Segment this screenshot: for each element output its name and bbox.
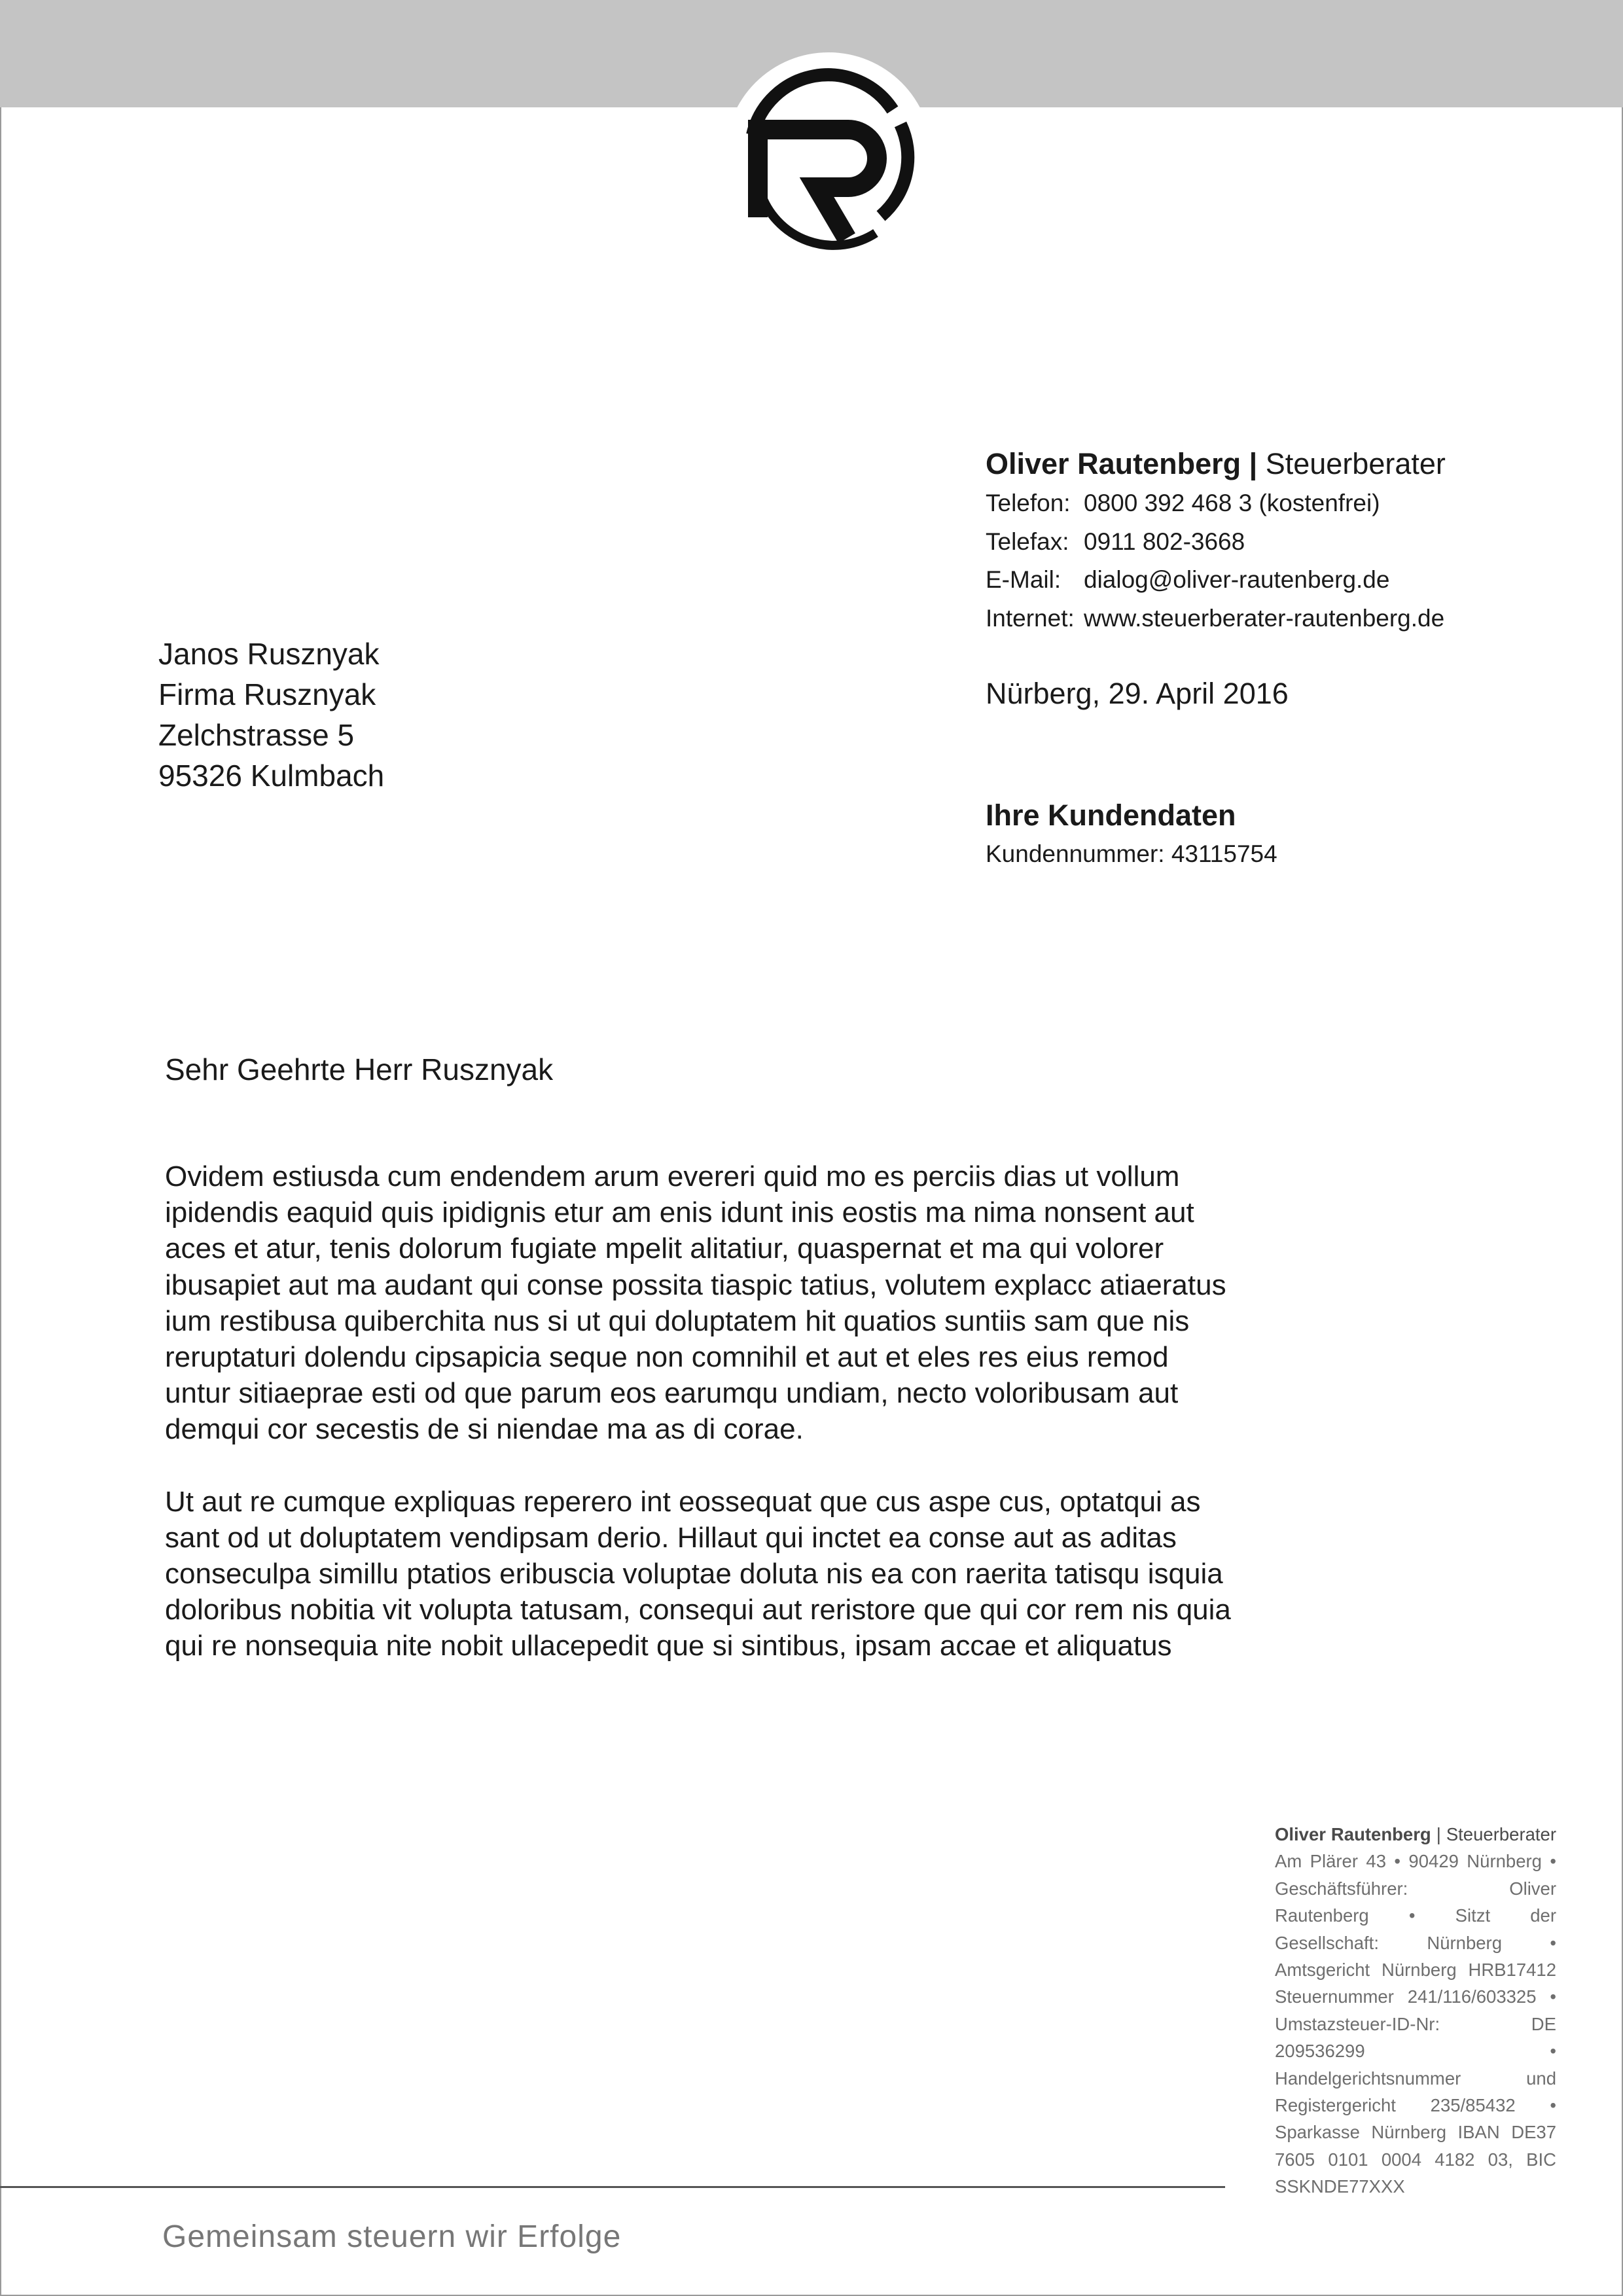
recipient-company: Firma Rusznyak: [158, 677, 376, 711]
contact-label: Internet:: [986, 604, 1075, 632]
customer-data-block: [986, 796, 1277, 873]
recipient-city: 95326 Kulmbach: [158, 759, 385, 793]
contact-value: 0911 802-3668: [1084, 528, 1245, 555]
contact-label: E-Mail:: [986, 566, 1061, 593]
contact-label: Telefax:: [986, 528, 1069, 555]
contact-value: www.steuerberater-rautenberg.de: [1084, 604, 1445, 632]
recipient-street: Zelchstrasse 5: [158, 718, 355, 752]
letter-body: [165, 1158, 1238, 1700]
sender-name: Oliver Rautenberg: [986, 447, 1241, 480]
contact-website: [986, 600, 1483, 638]
contact-email: [986, 561, 1483, 600]
customer-data-title: Ihre Kundendaten: [986, 798, 1236, 832]
customer-number: Kundennummer: 43115754: [986, 840, 1277, 867]
company-info-name: Oliver Rautenberg: [1275, 1824, 1431, 1844]
footer-divider: [0, 2186, 1225, 2188]
contact-phone: [986, 484, 1483, 523]
contact-value: 0800 392 468 3 (kostenfrei): [1084, 490, 1380, 516]
sender-role: Steuerberater: [1265, 447, 1446, 480]
sender-block: [986, 444, 1483, 637]
footer-slogan: Gemeinsam steuern wir Erfolge: [162, 2219, 622, 2254]
company-info-separator: |: [1431, 1824, 1446, 1844]
company-legal-info: [1275, 1821, 1556, 2200]
body-paragraph: Ut aut re cumque expliquas reperero int eossequat que cus aspe cus, optatqui as sant od ut doluptatem vendipsam derio. Hillaut qui inctet ea conse aut as aditas conseculpa simillu ptatios eribuscia voluptae doluta nis ea con raerita tatisqu isquia doloribus nobitia vit volupta tatusam, consequi aut reristore que qui cor rem nis quia qui re nonsequia nite nobit ullacepedit que si sintibus, ipsam accae et aliquatus: [165, 1485, 1231, 1662]
company-info-role: Steuerberater: [1446, 1824, 1556, 1844]
letter-date: Nürberg, 29. April 2016: [986, 677, 1289, 710]
salutation: Sehr Geehrte Herr Rusznyak: [165, 1052, 554, 1086]
contact-value: dialog@oliver-rautenberg.de: [1084, 566, 1390, 593]
contact-fax: [986, 523, 1483, 562]
r-monogram-logo-icon: [725, 52, 932, 259]
company-info-details: Am Plärer 43 • 90429 Nürnberg • Geschäftsführer: Oliver Rautenberg • Sitzt der Gesellschaft: Nürnberg • Amtsgericht Nürnberg HRB17412 Steuernummer 241/116/603325 • Umstazsteuer-ID-Nr: DE 209536299 • Handelgerichtsnummer und Registergericht 235/85432 • Sparkasse Nürnberg IBAN DE37 7605 0101 0004 4182 03, BIC SSKNDE77XXX: [1275, 1851, 1556, 2197]
sender-separator: |: [1241, 447, 1266, 480]
recipient-address: [158, 634, 384, 796]
contact-label: Telefon:: [986, 490, 1071, 516]
recipient-name: Janos Rusznyak: [158, 637, 380, 671]
body-paragraph: Ovidem estiusda cum endendem arum evereri quid mo es perciis dias ut vollum ipidendis eaquid quis ipidignis etur am enis idunt inis eostis ma nima nonsent aut aces et atur, tenis dolorum fugiate mpelit alitatiur, quaspernat et ma qui volorer ibusapiet aut ma audant qui conse possita tiaspic tatius, volutem explacc atiaeratus ium restibusa quiberchita nus si ut qui doluptatem hit quatios suntiis sam que nis reruptaturi dolendu cipsapicia seque non comnihil et aut et eles res eius remod untur sitiaeprae esti od que parum eos earumqu undiam, necto voloribusam aut demqui cor secestis de si niendae ma as di corae.: [165, 1160, 1226, 1446]
sender-name-line: [986, 444, 1483, 484]
